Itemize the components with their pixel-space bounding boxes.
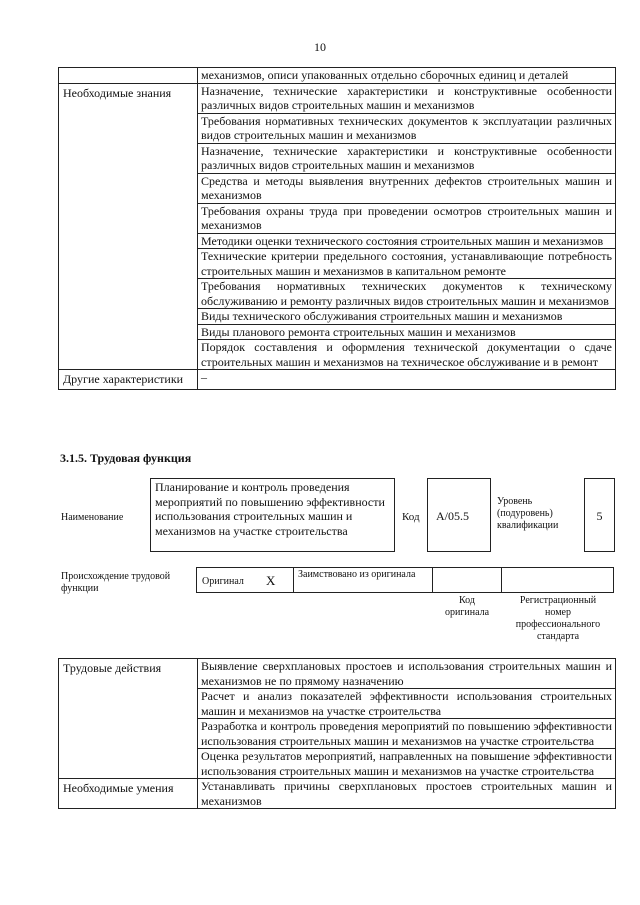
code-label: Код: [402, 511, 420, 523]
level-value-box: 5: [584, 478, 615, 552]
action-item: Разработка и контроль проведения мероприятий по повышению эффективности использования строительных машин и механизмов на участке строительства: [198, 719, 616, 749]
borrowed-label: Заимствовано из оригинала: [298, 569, 416, 580]
skill-item: Устанавливать причины сверхплановых простоев строительных машин и механизмов: [198, 779, 616, 809]
knowledge-item: Технические критерии предельного состояния, устанавливающие потребность строительных машин и механизмов в капитальном ремонте: [198, 249, 616, 279]
other-value: –: [198, 370, 616, 390]
knowledge-item: Виды технического обслуживания строительных машин и механизмов: [198, 309, 616, 325]
name-label: Наименование: [61, 512, 124, 523]
knowledge-item: Средства и методы выявления внутренних дефектов строительных машин и механизмов: [198, 173, 616, 203]
table-row: [59, 68, 616, 84]
knowledge-item: Виды планового ремонта строительных машин и механизмов: [198, 324, 616, 340]
continuation-cell: механизмов, описи упакованных отдельно сборочных единиц и деталей: [198, 68, 616, 84]
section-title: 3.1.5. Трудовая функция: [60, 451, 192, 465]
knowledge-label: Необходимые знания: [59, 83, 198, 370]
origin-divider: [432, 567, 433, 593]
action-item: Оценка результатов мероприятий, направленных на повышение эффективности использования строительных машин и механизмов на участке строительства: [198, 749, 616, 779]
table-row: [59, 370, 616, 390]
actions-label: Трудовые действия: [59, 659, 198, 779]
origin-divider: [501, 567, 502, 593]
action-item: Расчет и анализ показателей эффективности использования строительных машин и механизмов на участке строительства: [198, 689, 616, 719]
level-label: Уровень (подуровень) квалификации: [497, 496, 559, 531]
actions-table: [58, 658, 616, 809]
function-name-box: Планирование и контроль проведения мероприятий по повышению эффективности использования строительных машин и механизмов на участке строительства: [150, 478, 395, 552]
table-row: [59, 659, 616, 689]
other-label: Другие характеристики: [59, 370, 198, 390]
original-mark: Х: [266, 573, 276, 588]
code-caption: Код оригинала: [444, 595, 490, 618]
reg-caption: Регистрационный номер профессионального стандарта: [515, 595, 601, 642]
knowledge-table: [58, 67, 616, 390]
knowledge-item: Назначение, технические характеристики и конструктивные особенности различных видов строительных машин и механизмов: [198, 143, 616, 173]
page-number: 10: [314, 40, 326, 54]
knowledge-item: Порядок составления и оформления технической документации о сдаче строительных машин и механизмов на техническое обслуживание и в ремонт: [198, 340, 616, 370]
function-code-box: A/05.5: [427, 478, 491, 552]
knowledge-item: Требования нормативных технических документов к техническому обслуживанию и ремонту различных видов строительных машин и механизмов: [198, 279, 616, 309]
knowledge-item: Методики оценки технического состояния строительных машин и механизмов: [198, 233, 616, 249]
skills-label: Необходимые умения: [59, 779, 198, 809]
origin-divider: [293, 567, 294, 593]
empty-label-cell: [59, 68, 198, 84]
action-item: Выявление сверхплановых простоев и использования строительных машин и механизмов не по прямому назначению: [198, 659, 616, 689]
knowledge-item: Назначение, технические характеристики и конструктивные особенности различных видов строительных машин и механизмов: [198, 83, 616, 113]
origin-label: Происхождение трудовой функции: [61, 571, 171, 594]
table-row: [59, 83, 616, 113]
table-row: [59, 779, 616, 809]
knowledge-item: Требования нормативных технических документов к эксплуатации различных видов строительных машин и механизмов: [198, 113, 616, 143]
knowledge-item: Требования охраны труда при проведении осмотров строительных машин и механизмов: [198, 203, 616, 233]
original-label: Оригинал: [202, 576, 244, 587]
